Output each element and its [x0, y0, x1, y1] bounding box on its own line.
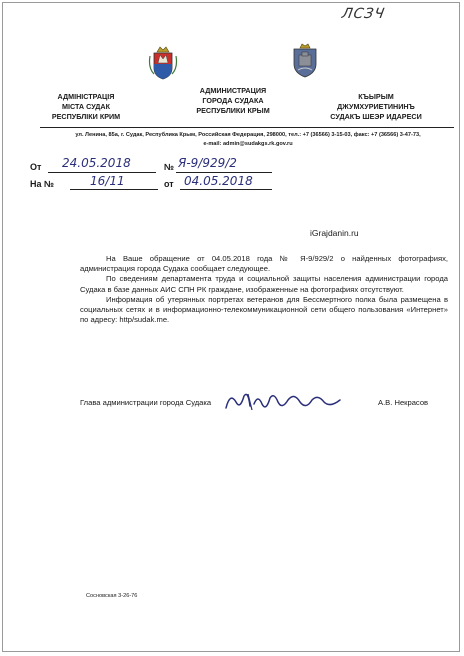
header-left-line: РЕСПУБЛІКИ КРИМ — [51, 112, 121, 121]
from-date-handwritten: 24.05.2018 — [62, 156, 131, 170]
header-right-line: СУДАКЪ ШЕЭР ИДАРЕСИ — [330, 112, 422, 121]
signatory-position: Глава администрации города Судака — [80, 398, 212, 407]
header-left-line: АДМІНІСТРАЦІЯ — [57, 92, 115, 101]
header-center-line: РЕСПУБЛИКИ КРЫМ — [196, 106, 270, 115]
header-divider — [40, 127, 454, 128]
ref-number-line — [70, 189, 158, 190]
body-paragraph-2: По сведениям департамента труда и социальной защиты населения администрации города Судака в базе данных АИС СПН РК граждане, изображенные на фотографиях отсутствуют. — [80, 274, 448, 294]
header-center-line: ГОРОДА СУДАКА — [202, 96, 264, 105]
sudak-coat-of-arms-icon — [148, 44, 178, 80]
email-line: e-mail: admin@sudakgs.rk.gov.ru — [203, 141, 293, 147]
address-line: ул. Ленина, 85а, г. Судак, Республика Крым, Российская Федерация, 298000, тел.: +7 (36566) 3-15-03, факс: +7 (36566) 3-47-73, — [75, 132, 421, 138]
handwritten-corner-mark: ЛСЗЧ — [340, 6, 387, 22]
header-center-russian — [163, 86, 303, 116]
body-paragraph-3: Информация об утерянных портретах ветеранов для Бессмертного полка была размещена в социальных сетях и в информационно-телекоммуникационной сети общего пользования «Интернет» по адресу: http/sudak.me. — [80, 294, 448, 325]
body-paragraph-1: На Ваше обращение от 04.05.2018 года № Я-9/929/2 о найденных фотографиях, администрация города Судака сообщает следующее. — [80, 254, 448, 274]
header-right-line: КЪЫРЫМ — [358, 92, 394, 101]
header-left-line: МІСТА СУДАК — [61, 102, 111, 111]
ref-date-handwritten: 04.05.2018 — [184, 174, 253, 188]
letter-body — [80, 254, 448, 325]
crimea-coat-of-arms-icon — [290, 42, 320, 78]
ref-label: На № — [30, 179, 55, 189]
header-left-ukrainian — [16, 92, 156, 122]
ref-from-label: от — [164, 179, 174, 189]
number-handwritten: Я-9/929/2 — [178, 156, 237, 170]
number-line — [176, 172, 272, 173]
ref-number-handwritten: 16/11 — [90, 174, 125, 188]
signatory-name: А.В. Некрасов — [378, 398, 429, 407]
header-right-line: ДЖУМХУРИЕТИНИНЪ — [337, 102, 415, 111]
from-label: От — [30, 162, 42, 172]
number-label: № — [164, 162, 175, 172]
executor-note: Сосновская 3-26-76 — [86, 593, 138, 599]
handwritten-signature-icon — [222, 388, 350, 414]
from-date-line — [48, 172, 156, 173]
header-center-line: АДМИНИСТРАЦИЯ — [199, 86, 267, 95]
header-right-crimean-tatar — [306, 92, 446, 122]
ref-date-line — [180, 189, 272, 190]
recipient: iGrajdanin.ru — [310, 228, 359, 238]
